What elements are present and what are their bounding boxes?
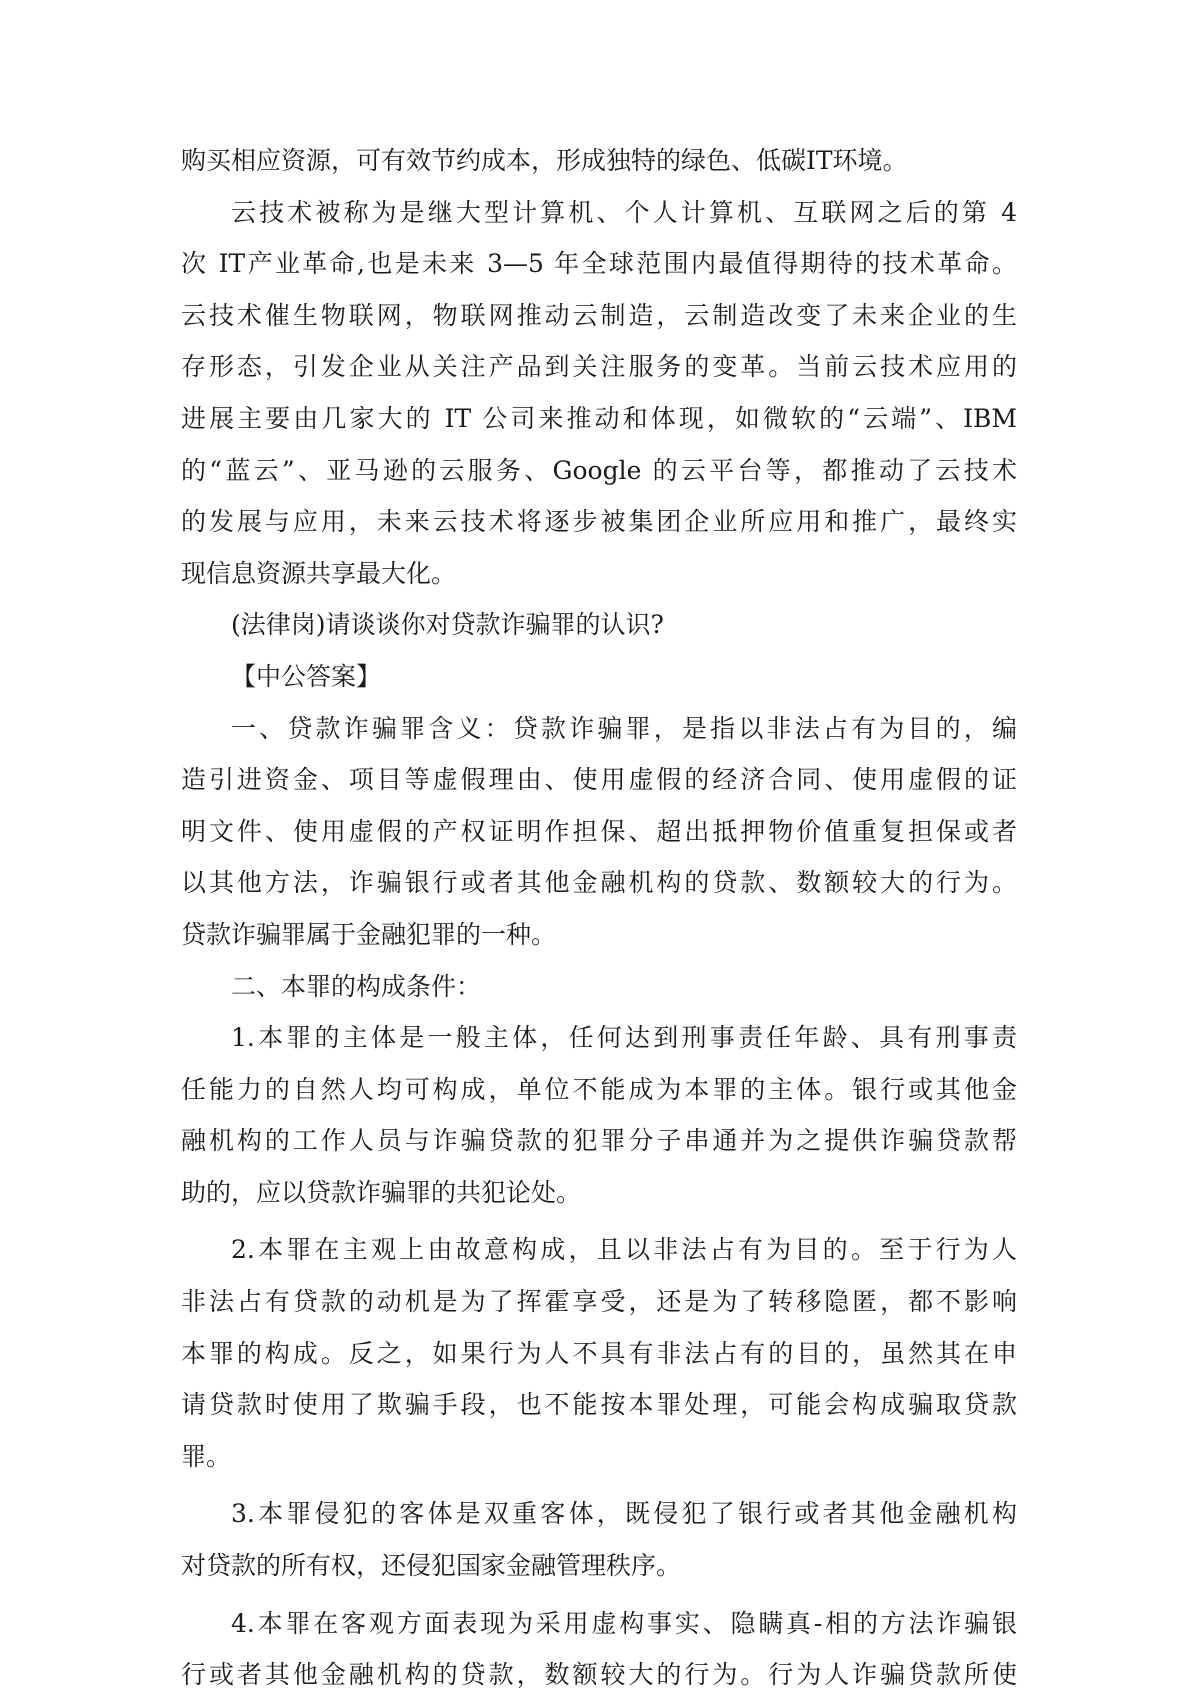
- text-line: 2.本罪在主观上由故意构成，且以非法占有为目的。至于行为人: [231, 1235, 1017, 1265]
- text-line: 请贷款时使用了欺骗手段，也不能按本罪处理，可能会构成骗取贷款: [181, 1390, 1017, 1420]
- answer-heading: 【中公答案】: [231, 661, 382, 691]
- text-line: 云技术催生物联网，物联网推动云制造，云制造改变了未来企业的生: [181, 300, 1017, 330]
- text-line: 造引进资金、项目等虚假理由、使用虚假的经济合同、使用虚假的证: [181, 765, 1017, 795]
- text-line: 3.本罪侵犯的客体是双重客体，既侵犯了银行或者其他金融机构: [231, 1499, 1017, 1529]
- text-line: 对贷款的所有权，还侵犯国家金融管理秩序。: [181, 1551, 682, 1581]
- text-line: 1.本罪的主体是一般主体，任何达到刑事责任年龄、具有刑事责: [231, 1023, 1017, 1053]
- text-line: 任能力的自然人均可构成，单位不能成为本罪的主体。银行或其他金: [181, 1074, 1017, 1104]
- text-line: 本罪的构成。反之，如果行为人不具有非法占有的目的，虽然其在申: [181, 1338, 1017, 1368]
- text-line: 的发展与应用，未来云技术将逐步被集团企业所应用和推广，最终实: [181, 507, 1017, 537]
- text-line: 现信息资源共享最大化。: [181, 558, 457, 588]
- text-line: 购买相应资源，可有效节约成本，形成独特的绿色、低碳IT环境。: [181, 146, 908, 175]
- text-line: 4.本罪在客观方面表现为采用虚构事实、隐瞒真-相的方法诈骗银: [231, 1608, 1017, 1638]
- section-heading: 二、本罪的构成条件：: [231, 971, 482, 1001]
- text-line: 融机构的工作人员与诈骗贷款的犯罪分子串通并为之提供诈骗贷款帮: [181, 1126, 1017, 1156]
- text-line: 助的，应以贷款诈骗罪的共犯论处。: [181, 1177, 582, 1207]
- text-line: 明文件、使用虚假的产权证明作担保、超出抵押物价值重复担保或者: [181, 816, 1017, 846]
- text-line: 行或者其他金融机构的贷款，数额较大的行为。行为人诈骗贷款所使: [181, 1660, 1017, 1690]
- text-line: 以其他方法，诈骗银行或者其他金融机构的贷款、数额较大的行为。: [181, 868, 1017, 898]
- text-line: 贷款诈骗罪属于金融犯罪的一种。: [181, 919, 557, 949]
- text-line: 罪。: [181, 1441, 232, 1471]
- text-line: 一、贷款诈骗罪含义：贷款诈骗罪，是指以非法占有为目的，编: [231, 713, 1017, 743]
- question-heading: (法律岗)请谈谈你对贷款诈骗罪的认识?: [231, 610, 664, 640]
- text-line: 非法占有贷款的动机是为了挥霍享受，还是为了转移隐匿，都不影响: [181, 1287, 1017, 1317]
- text-line: 的“蓝云”、亚马逊的云服务、Google 的云平台等，都推动了云技术: [181, 455, 1017, 485]
- text-line: 存形态，引发企业从关注产品到关注服务的变革。当前云技术应用的: [181, 352, 1017, 382]
- document-body: [181, 139, 1017, 1705]
- text-line: 次 IT产业革命,也是未来 3—5 年全球范围内最值得期待的技术革命。: [181, 249, 1017, 279]
- text-line: 进展主要由几家大的 IT 公司来推动和体现，如微软的“云端”、IBM: [181, 403, 1017, 433]
- text-line: 云技术被称为是继大型计算机、个人计算机、互联网之后的第 4: [231, 197, 1017, 227]
